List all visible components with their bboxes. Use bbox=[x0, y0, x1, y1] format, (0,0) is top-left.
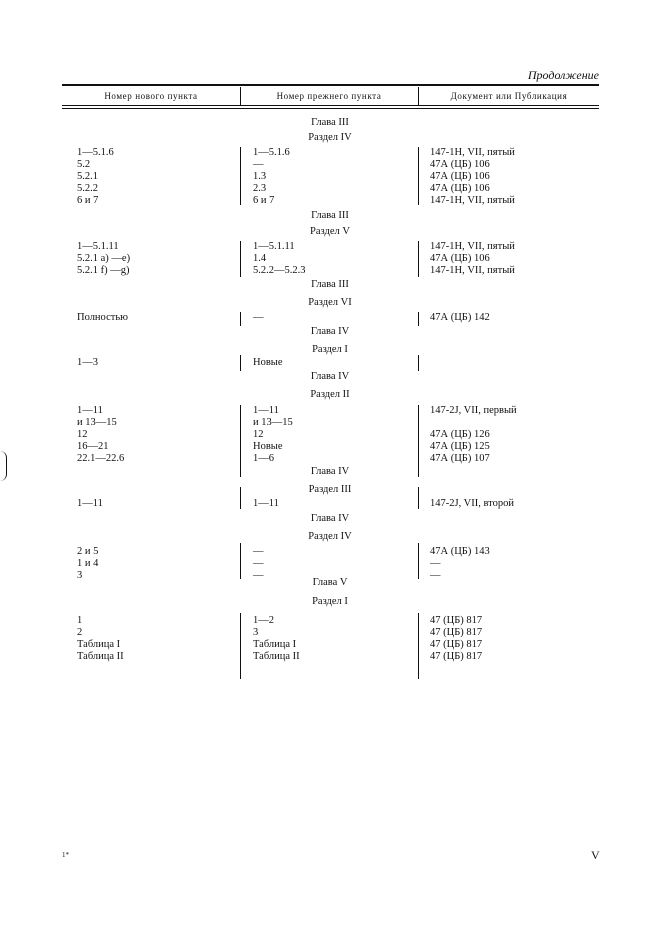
chapter-heading: Глава IV bbox=[310, 326, 350, 337]
old-item-cell: 1—6 bbox=[253, 453, 274, 464]
old-item-cell: 1—11 bbox=[253, 498, 279, 509]
document-cell: 47А (ЦБ) 107 bbox=[430, 453, 490, 464]
column-divider bbox=[418, 147, 419, 205]
new-item-cell: 6 и 7 bbox=[77, 195, 99, 206]
section-heading: Раздел II bbox=[310, 389, 350, 400]
new-item-cell: 1 и 4 bbox=[77, 558, 99, 569]
column-divider bbox=[418, 241, 419, 277]
new-item-cell: 1—5.1.6 bbox=[77, 147, 114, 158]
document-cell: 47 (ЦБ) 817 bbox=[430, 639, 483, 650]
header-rule-double-2 bbox=[62, 108, 599, 109]
new-item-cell: 3 bbox=[77, 570, 83, 581]
column-divider bbox=[240, 312, 241, 326]
continuation-label: Продолжение bbox=[527, 68, 599, 82]
document-cell: 147-2J, VII, первый bbox=[430, 405, 517, 416]
document-cell: 47А (ЦБ) 106 bbox=[430, 183, 490, 194]
section-heading: Раздел IV bbox=[308, 531, 352, 542]
section-heading: Раздел IV bbox=[308, 132, 352, 143]
table-header bbox=[62, 87, 599, 105]
document-cell: 47А (ЦБ) 142 bbox=[430, 312, 490, 323]
document-cell: 47А (ЦБ) 106 bbox=[430, 171, 490, 182]
old-item-cell: — bbox=[253, 546, 264, 557]
chapter-heading: Глава V bbox=[312, 577, 348, 588]
new-item-cell: 1—11 bbox=[77, 405, 103, 416]
document-cell: 147-2J, VII, второй bbox=[430, 498, 514, 509]
new-item-cell: 1 bbox=[77, 615, 83, 626]
old-item-cell: — bbox=[253, 558, 264, 569]
new-item-cell: Полностью bbox=[77, 312, 128, 323]
new-item-cell: 1—3 bbox=[77, 357, 98, 368]
column-divider bbox=[418, 487, 419, 509]
old-item-cell: 1—5.1.11 bbox=[253, 241, 295, 252]
document-cell: 147-1Н, VII, пятый bbox=[430, 241, 515, 252]
chapter-heading: Глава IV bbox=[310, 513, 350, 524]
section-heading: Раздел I bbox=[312, 344, 348, 355]
new-item-cell: 5.2 bbox=[77, 159, 91, 170]
old-item-cell: Таблица I bbox=[253, 639, 297, 650]
document-cell: 47А (ЦБ) 143 bbox=[430, 546, 490, 557]
column-divider bbox=[240, 543, 241, 579]
column-divider bbox=[240, 613, 241, 679]
old-item-cell: Таблица II bbox=[253, 651, 300, 662]
old-item-cell: 1—2 bbox=[253, 615, 274, 626]
column-divider bbox=[240, 241, 241, 277]
new-item-cell: и 13—15 bbox=[77, 417, 117, 428]
chapter-heading: Глава IV bbox=[310, 466, 350, 477]
new-item-cell: 12 bbox=[77, 429, 88, 440]
document-cell: — bbox=[430, 558, 441, 569]
document-cell: 47 (ЦБ) 817 bbox=[430, 615, 483, 626]
column-divider bbox=[240, 487, 241, 509]
top-rule-thick bbox=[62, 84, 599, 86]
chapter-heading: Глава III bbox=[311, 279, 349, 290]
document-cell: 47А (ЦБ) 106 bbox=[430, 253, 490, 264]
column-divider bbox=[240, 355, 241, 371]
document-cell: 47 (ЦБ) 817 bbox=[430, 651, 483, 662]
new-item-cell: 5.2.2 bbox=[77, 183, 98, 194]
column-divider bbox=[418, 312, 419, 326]
old-item-cell: 5.2.2—5.2.3 bbox=[253, 265, 306, 276]
old-item-cell: 12 bbox=[253, 429, 264, 440]
old-item-cell: Новые bbox=[253, 441, 283, 452]
document-cell: 47А (ЦБ) 126 bbox=[430, 429, 490, 440]
old-item-cell: — bbox=[253, 312, 264, 323]
old-item-cell: 2.3 bbox=[253, 183, 267, 194]
document-cell: 47А (ЦБ) 125 bbox=[430, 441, 490, 452]
document-cell: — bbox=[430, 570, 441, 581]
section-heading: Раздел VI bbox=[308, 297, 352, 308]
column-divider bbox=[418, 405, 419, 477]
document-cell: 147-1Н, VII, пятый bbox=[430, 195, 515, 206]
col-header-old: Номер прежнего пункта bbox=[276, 91, 382, 101]
old-item-cell: и 13—15 bbox=[253, 417, 293, 428]
document-cell: 147-1Н, VII, пятый bbox=[430, 265, 515, 276]
column-divider bbox=[240, 405, 241, 477]
old-item-cell: 3 bbox=[253, 627, 259, 638]
old-item-cell: — bbox=[253, 570, 264, 581]
old-item-cell: — bbox=[253, 159, 264, 170]
new-item-cell: 5.2.1 bbox=[77, 171, 98, 182]
new-item-cell: 1—11 bbox=[77, 498, 103, 509]
old-item-cell: 1.3 bbox=[253, 171, 267, 182]
column-divider bbox=[418, 543, 419, 579]
document-cell: 147-1Н, VII, пятый bbox=[430, 147, 515, 158]
new-item-cell: 22.1—22.6 bbox=[77, 453, 125, 464]
chapter-heading: Глава III bbox=[311, 210, 349, 221]
section-heading: Раздел I bbox=[312, 596, 348, 607]
chapter-heading: Глава IV bbox=[310, 371, 350, 382]
footer-signature: 1* bbox=[62, 851, 69, 859]
old-item-cell: 1.4 bbox=[253, 253, 267, 264]
new-item-cell: 2 и 5 bbox=[77, 546, 99, 557]
page-number: V bbox=[591, 848, 600, 862]
column-divider bbox=[240, 147, 241, 205]
new-item-cell: 5.2.1 f) —g) bbox=[77, 265, 130, 276]
document-cell: 47 (ЦБ) 817 bbox=[430, 627, 483, 638]
section-heading: Раздел III bbox=[308, 484, 352, 495]
document-cell: 47А (ЦБ) 106 bbox=[430, 159, 490, 170]
new-item-cell: Таблица II bbox=[77, 651, 124, 662]
new-item-cell: 16—21 bbox=[77, 441, 109, 452]
new-item-cell: 2 bbox=[77, 627, 83, 638]
column-divider bbox=[418, 355, 419, 371]
section-heading: Раздел V bbox=[310, 226, 350, 237]
old-item-cell: 6 и 7 bbox=[253, 195, 275, 206]
new-item-cell: 5.2.1 а) —е) bbox=[77, 253, 131, 264]
margin-brace bbox=[0, 451, 7, 481]
column-divider bbox=[418, 613, 419, 679]
col-header-new: Номер нового пункта bbox=[104, 91, 198, 101]
col-header-doc: Документ или Публикация bbox=[450, 91, 568, 101]
old-item-cell: 1—5.1.6 bbox=[253, 147, 290, 158]
old-item-cell: Новые bbox=[253, 357, 283, 368]
chapter-heading: Глава III bbox=[311, 117, 349, 128]
header-rule-double-1 bbox=[62, 105, 599, 106]
new-item-cell: 1—5.1.11 bbox=[77, 241, 119, 252]
old-item-cell: 1—11 bbox=[253, 405, 279, 416]
new-item-cell: Таблица I bbox=[77, 639, 121, 650]
